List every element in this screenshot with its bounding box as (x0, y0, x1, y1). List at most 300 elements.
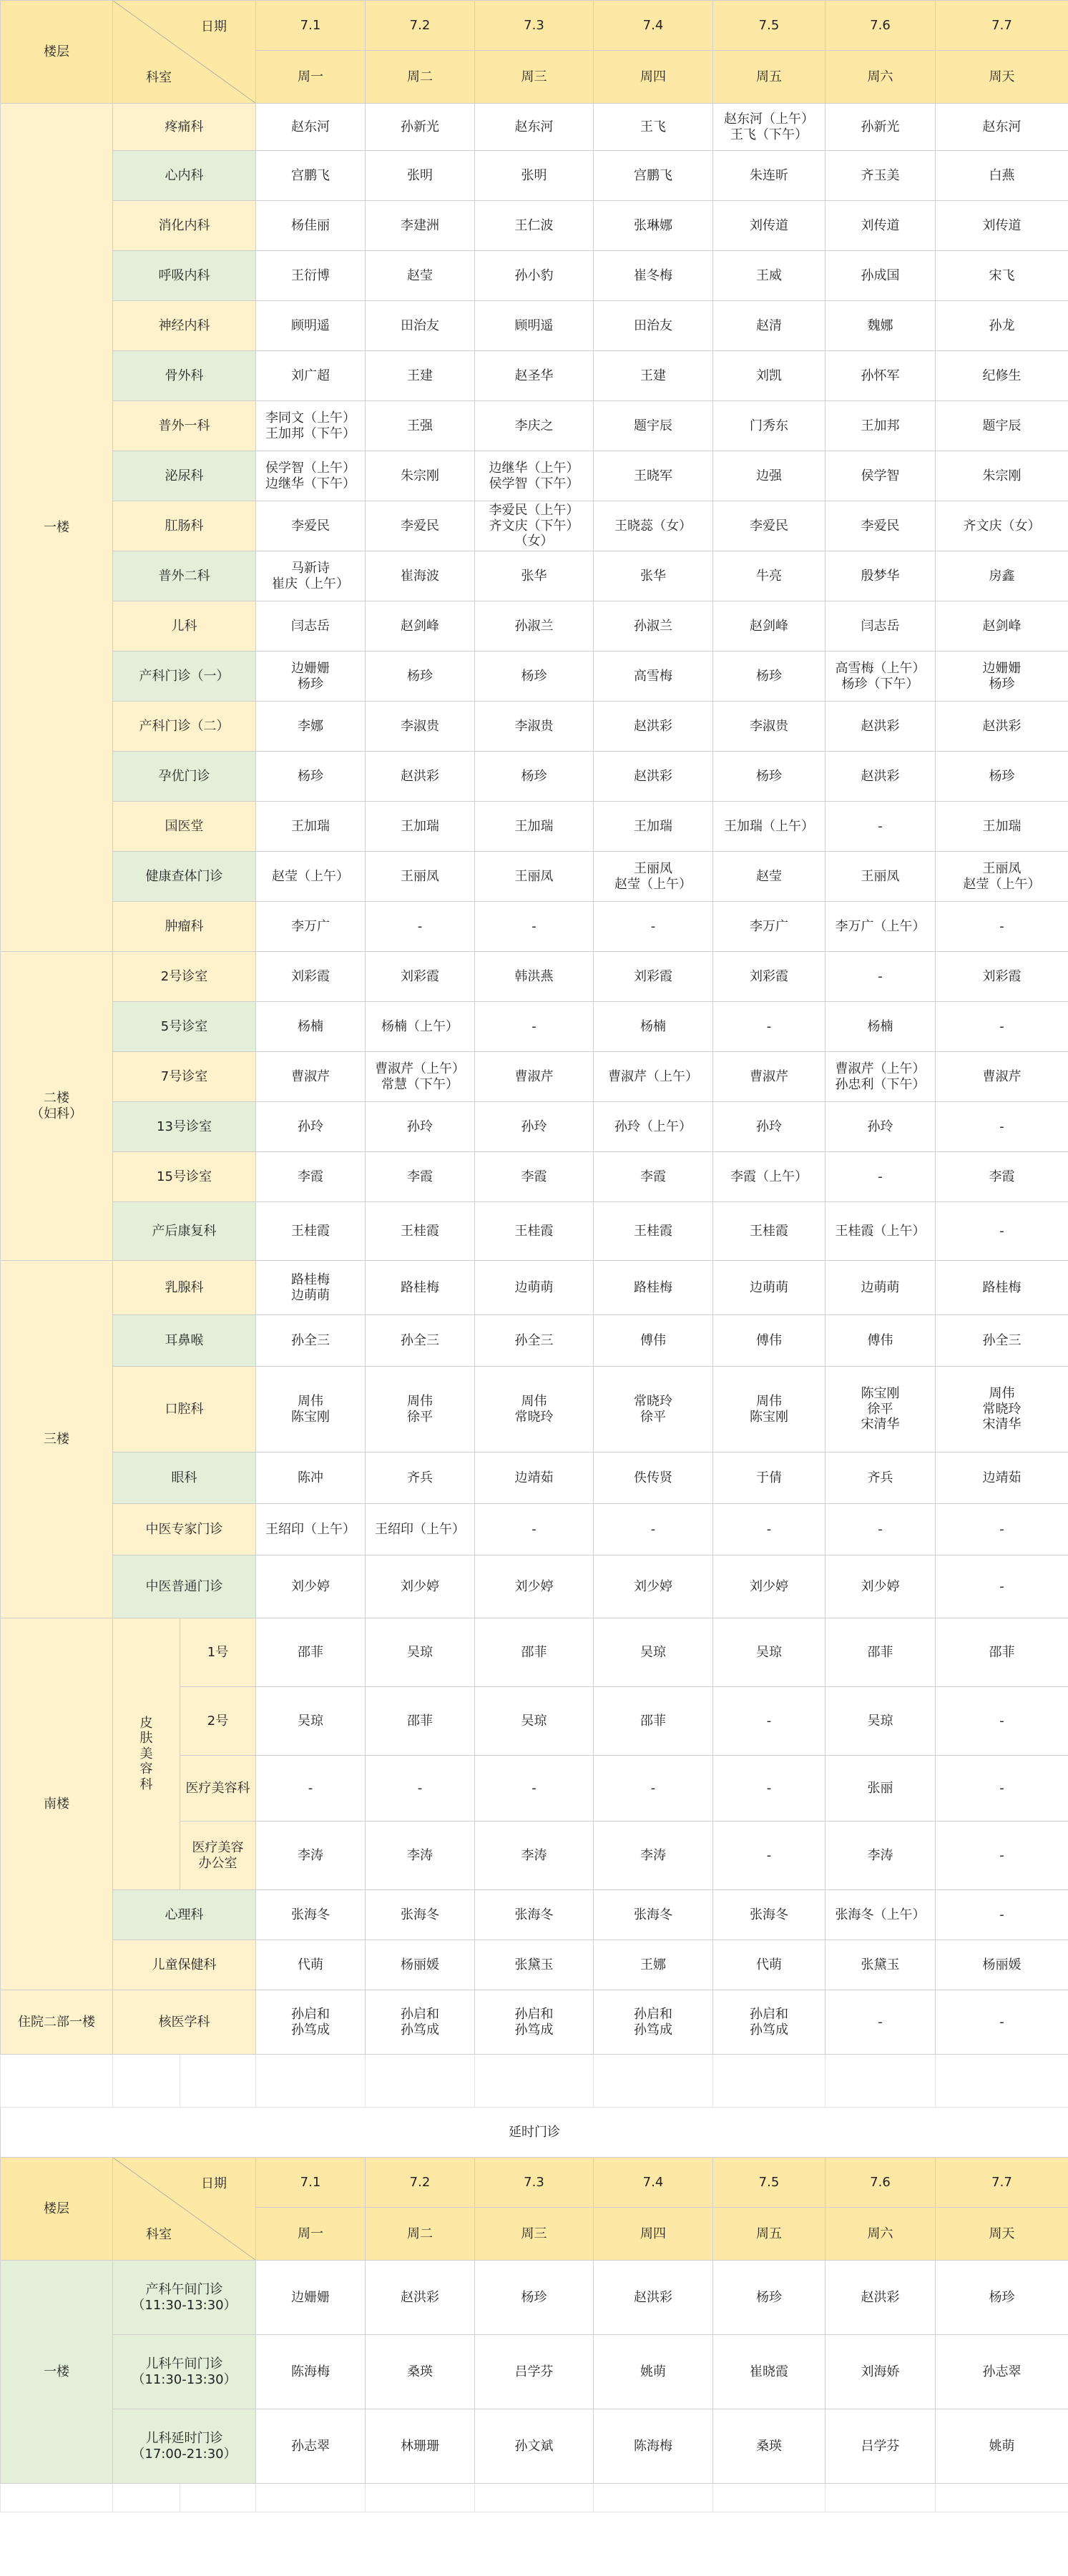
table-row (1, 451, 1068, 501)
schedule-cell: 赵洪彩 (366, 2261, 475, 2335)
schedule-cell: 宫鹏飞 (256, 151, 366, 201)
schedule-cell: 陈海梅 (256, 2335, 366, 2409)
schedule-cell: 吴琼 (826, 1687, 936, 1756)
sub-department-group: 皮 肤 美 容 科 (113, 1618, 180, 1890)
schedule-cell: 高雪梅 (594, 652, 713, 702)
schedule-cell: 张海冬 (594, 1890, 713, 1940)
schedule-cell: - (475, 1504, 594, 1555)
schedule-cell: 李爱民 (256, 501, 366, 551)
table-row (1, 551, 1068, 601)
schedule-cell: 杨楠（上午） (366, 1002, 475, 1052)
schedule-cell: 闫志岳 (826, 601, 936, 652)
header-weekday: 周天 (936, 51, 1068, 104)
schedule-cell: - (366, 1756, 475, 1822)
schedule-cell: 杨珍 (256, 752, 366, 802)
table-row (1, 401, 1068, 451)
schedule-cell: 殷梦华 (826, 551, 936, 601)
table-row (1, 2335, 1068, 2409)
table-row (1, 151, 1068, 201)
header-weekday: 周五 (713, 51, 826, 104)
empty-cell (475, 2055, 594, 2108)
schedule-cell: 高雪梅（上午） 杨珍（下午） (826, 652, 936, 702)
schedule-cell: 刘海娇 (826, 2335, 936, 2409)
schedule-cell: 赵洪彩 (594, 752, 713, 802)
schedule-cell: 田治友 (366, 301, 475, 351)
schedule-cell: 李霞（上午） (713, 1152, 826, 1202)
schedule-cell: - (594, 902, 713, 952)
schedule-cell: 韩洪燕 (475, 952, 594, 1002)
header-weekday: 周四 (594, 2208, 713, 2261)
schedule-cell: 吴琼 (256, 1687, 366, 1756)
schedule-cell: 刘少婷 (256, 1555, 366, 1618)
schedule-cell: 崔海波 (366, 551, 475, 601)
schedule-cell: 王威 (713, 251, 826, 301)
table-row (1, 104, 1068, 151)
header-floor: 楼层 (1, 1, 113, 104)
schedule-cell: 佚传贤 (594, 1452, 713, 1504)
schedule-cell: 曹淑芹（上午） 常慧（下午） (366, 1052, 475, 1102)
schedule-cell: 门秀东 (713, 401, 826, 451)
schedule-cell: - (475, 902, 594, 952)
schedule-cell: 赵莹（上午） (256, 852, 366, 902)
schedule-cell: 边强 (713, 451, 826, 501)
table-row (1, 1002, 1068, 1052)
schedule-cell: 杨楠 (594, 1002, 713, 1052)
schedule-cell: 王桂霞 (366, 1202, 475, 1261)
schedule-cell: 崔晓霞 (713, 2335, 826, 2409)
schedule-cell: 边靖茹 (475, 1452, 594, 1504)
empty-cell (366, 2055, 475, 2108)
table-row (1, 952, 1068, 1002)
header-date: 7.1 (256, 2158, 366, 2208)
schedule-cell: 刘彩霞 (594, 952, 713, 1002)
schedule-cell: 杨珍 (936, 2261, 1068, 2335)
schedule-cell: 王丽凤 (826, 852, 936, 902)
schedule-cell: 刘少婷 (475, 1555, 594, 1618)
schedule-cell: 赵洪彩 (594, 2261, 713, 2335)
schedule-cell: 曹淑芹 (256, 1052, 366, 1102)
schedule-cell: 张琳娜 (594, 201, 713, 251)
schedule-cell: 宫鹏飞 (594, 151, 713, 201)
schedule-cell: 李爱民 (366, 501, 475, 551)
schedule-cell: 朱连昕 (713, 151, 826, 201)
header-diagonal (113, 1, 256, 104)
schedule-cell: 陈冲 (256, 1452, 366, 1504)
schedule-cell: 齐兵 (826, 1452, 936, 1504)
schedule-cell: 代萌 (256, 1940, 366, 1990)
schedule-cell: 孙全三 (366, 1315, 475, 1367)
schedule-cell: 王丽凤 赵莹（上午） (936, 852, 1068, 902)
schedule-cell: 王衍博 (256, 251, 366, 301)
department-label: 产科午间门诊 （11:30-13:30） (113, 2261, 256, 2335)
schedule-cell: 刘少婷 (826, 1555, 936, 1618)
header-row-dates (1, 2158, 1068, 2208)
schedule-cell: 吴琼 (475, 1687, 594, 1756)
department-label: 儿童保健科 (113, 1940, 256, 1990)
schedule-cell: 李涛 (594, 1822, 713, 1890)
table-row (1, 1504, 1068, 1555)
schedule-cell: 吴琼 (366, 1618, 475, 1687)
schedule-cell: - (936, 1102, 1068, 1152)
schedule-cell: 吕学芬 (826, 2409, 936, 2484)
table-row (1, 1990, 1068, 2055)
table-row (1, 1261, 1068, 1315)
schedule-cell: 李涛 (256, 1822, 366, 1890)
schedule-cell: 曹淑芹 (713, 1052, 826, 1102)
schedule-cell: 赵东河（上午） 王飞（下午） (713, 104, 826, 151)
schedule-cell: 赵洪彩 (826, 752, 936, 802)
schedule-cell: 刘凯 (713, 351, 826, 401)
schedule-cell: 孙新光 (826, 104, 936, 151)
header-date: 7.2 (366, 1, 475, 51)
schedule-cell: 张丽 (826, 1756, 936, 1822)
schedule-cell: 李建洲 (366, 201, 475, 251)
schedule-cell: 刘广超 (256, 351, 366, 401)
department-label: 普外一科 (113, 401, 256, 451)
floor-label: 一楼 (1, 104, 113, 952)
schedule-cell: 周伟 陈宝刚 (713, 1367, 826, 1452)
schedule-cell: - (936, 1990, 1068, 2055)
schedule-cell: 王加瑞 (366, 802, 475, 852)
schedule-cell: 孙志翠 (936, 2335, 1068, 2409)
header-date: 7.2 (366, 2158, 475, 2208)
schedule-cell: 王桂霞 (713, 1202, 826, 1261)
department-label: 儿科延时门诊 （17:00-21:30） (113, 2409, 256, 2484)
schedule-cell: 孙玲 (256, 1102, 366, 1152)
floor-label: 三楼 (1, 1261, 113, 1618)
empty-cell (1, 2484, 113, 2512)
header-date-label: 日期 (201, 19, 227, 34)
schedule-cell: 曹淑芹（上午） (594, 1052, 713, 1102)
schedule-cell: - (256, 1756, 366, 1822)
empty-cell (826, 2484, 936, 2512)
schedule-cell: 赵剑峰 (366, 601, 475, 652)
schedule-cell: 王桂霞 (475, 1202, 594, 1261)
schedule-cell: 刘少婷 (594, 1555, 713, 1618)
schedule-cell: 边姗姗 杨珍 (256, 652, 366, 702)
schedule-cell: - (713, 1002, 826, 1052)
table-row (1, 1202, 1068, 1261)
department-label: 肿瘤科 (113, 902, 256, 952)
schedule-cell: 边姗姗 (256, 2261, 366, 2335)
floor-label: 二楼 （妇科） (1, 952, 113, 1261)
schedule-cell: 朱宗刚 (936, 451, 1068, 501)
schedule-cell: 白燕 (936, 151, 1068, 201)
schedule-cell: 边姗姗 杨珍 (936, 652, 1068, 702)
header-date: 7.6 (826, 1, 936, 51)
schedule-cell: 赵莹 (366, 251, 475, 301)
schedule-cell: 侯学智 (826, 451, 936, 501)
schedule-cell: 孙全三 (256, 1315, 366, 1367)
department-label: 产科门诊（二） (113, 702, 256, 752)
schedule-cell: 杨佳丽 (256, 201, 366, 251)
schedule-cell: - (366, 902, 475, 952)
schedule-cell: - (594, 1756, 713, 1822)
schedule-cell: 杨珍 (475, 752, 594, 802)
schedule-cell: 李涛 (366, 1822, 475, 1890)
empty-cell (366, 2484, 475, 2512)
schedule-cell: 牛亮 (713, 551, 826, 601)
table-row (1, 1618, 1068, 1687)
schedule-cell: 李霞 (366, 1152, 475, 1202)
schedule-cell: 王绍印（上午） (366, 1504, 475, 1555)
schedule-cell: 王飞 (594, 104, 713, 151)
table-row (1, 1052, 1068, 1102)
schedule-cell: 邵菲 (366, 1687, 475, 1756)
schedule-cell: 刘传道 (826, 201, 936, 251)
schedule-cell: 魏娜 (826, 301, 936, 351)
empty-cell (1, 2055, 113, 2108)
department-label: 耳鼻喉 (113, 1315, 256, 1367)
schedule-cell: 李淑贵 (366, 702, 475, 752)
schedule-cell: - (713, 1504, 826, 1555)
schedule-cell: 赵清 (713, 301, 826, 351)
department-label: 国医堂 (113, 802, 256, 852)
schedule-cell: 路桂梅 (936, 1261, 1068, 1315)
schedule-cell: 杨丽媛 (936, 1940, 1068, 1990)
schedule-cell: - (936, 1687, 1068, 1756)
schedule-cell: 傅伟 (594, 1315, 713, 1367)
schedule-cell: 孙启和 孙笃成 (713, 1990, 826, 2055)
schedule-cell: 赵圣华 (475, 351, 594, 401)
schedule-cell: 王丽凤 赵莹（上午） (594, 852, 713, 902)
schedule-cell: 题宇辰 (936, 401, 1068, 451)
schedule-cell: 邵菲 (936, 1618, 1068, 1687)
schedule-cell: 王丽凤 (475, 852, 594, 902)
schedule-cell: 边靖茹 (936, 1452, 1068, 1504)
floor-label: 一楼 (1, 2261, 113, 2484)
schedule-cell: 孙怀军 (826, 351, 936, 401)
schedule-cell: 张海冬（上午） (826, 1890, 936, 1940)
table-row (1, 852, 1068, 902)
header-date: 7.4 (594, 1, 713, 51)
schedule-cell: 李爱民 (713, 501, 826, 551)
schedule-cell: 李涛 (475, 1822, 594, 1890)
schedule-cell: 赵东河 (256, 104, 366, 151)
department-label: 孕优门诊 (113, 752, 256, 802)
schedule-cell: 杨珍 (366, 652, 475, 702)
table-row (1, 1890, 1068, 1940)
spacer-row (1, 2055, 1068, 2108)
schedule-cell: 傅伟 (713, 1315, 826, 1367)
department-label: 核医学科 (113, 1990, 256, 2055)
schedule-cell: 常晓玲 徐平 (594, 1367, 713, 1452)
schedule-cell: 孙启和 孙笃成 (256, 1990, 366, 2055)
department-label: 神经内科 (113, 301, 256, 351)
schedule-cell: 张海冬 (366, 1890, 475, 1940)
table-row (1, 251, 1068, 301)
schedule-cell: 王强 (366, 401, 475, 451)
empty-cell (713, 2484, 826, 2512)
schedule-cell: 路桂梅 (594, 1261, 713, 1315)
header-date: 7.3 (475, 1, 594, 51)
department-label: 口腔科 (113, 1367, 256, 1452)
schedule-cell: 李涛 (826, 1822, 936, 1890)
schedule-cell: 赵剑峰 (936, 601, 1068, 652)
schedule-cell: 崔冬梅 (594, 251, 713, 301)
schedule-cell: 吴琼 (594, 1618, 713, 1687)
schedule-cell: 孙玲（上午） (594, 1102, 713, 1152)
schedule-cell: 孙新光 (366, 104, 475, 151)
schedule-cell: - (936, 1002, 1068, 1052)
schedule-cell: 齐文庆（女） (936, 501, 1068, 551)
schedule-cell: 朱宗刚 (366, 451, 475, 501)
schedule-cell: - (713, 1687, 826, 1756)
schedule-cell: - (826, 1990, 936, 2055)
header-weekday: 周一 (256, 51, 366, 104)
table-row (1, 601, 1068, 652)
schedule-cell: 孙玲 (826, 1102, 936, 1152)
schedule-cell: 杨丽媛 (366, 1940, 475, 1990)
department-label: 普外二科 (113, 551, 256, 601)
schedule-cell: 田治友 (594, 301, 713, 351)
header-weekday: 周天 (936, 2208, 1068, 2261)
schedule-cell: - (826, 1504, 936, 1555)
schedule-cell: 桑瑛 (366, 2335, 475, 2409)
schedule-cell: 王绍印（上午） (256, 1504, 366, 1555)
schedule-cell: 刘彩霞 (936, 952, 1068, 1002)
table-row (1, 301, 1068, 351)
department-label: 心内科 (113, 151, 256, 201)
schedule-cell: 王桂霞 (256, 1202, 366, 1261)
schedule-cell: 赵剑峰 (713, 601, 826, 652)
schedule-cell: 李万广 (256, 902, 366, 952)
schedule-cell: 边萌萌 (713, 1261, 826, 1315)
department-label: 泌尿科 (113, 451, 256, 501)
empty-cell (826, 2055, 936, 2108)
schedule-cell: 王加邦 (826, 401, 936, 451)
schedule-cell: 陈宝刚 徐平 宋清华 (826, 1367, 936, 1452)
schedule-cell: - (936, 1822, 1068, 1890)
schedule-cell: 周伟 常晓玲 (475, 1367, 594, 1452)
header-row-dates (1, 1, 1068, 51)
schedule-cell: 李爱民（上午） 齐文庆（下午） （女） (475, 501, 594, 551)
schedule-cell: 吕学芬 (475, 2335, 594, 2409)
schedule-cell: - (936, 1202, 1068, 1261)
schedule-cell: 王桂霞（上午） (826, 1202, 936, 1261)
empty-cell (936, 2055, 1068, 2108)
schedule-cell: 周伟 徐平 (366, 1367, 475, 1452)
schedule-cell: 曹淑芹 (936, 1052, 1068, 1102)
schedule-cell: 刘传道 (713, 201, 826, 251)
schedule-cell: 赵洪彩 (936, 702, 1068, 752)
schedule-cell: 王仁波 (475, 201, 594, 251)
department-label: 眼科 (113, 1452, 256, 1504)
table-row (1, 1315, 1068, 1367)
schedule-cell: 王建 (594, 351, 713, 401)
schedule-cell: - (936, 1756, 1068, 1822)
table-row (1, 802, 1068, 852)
schedule-cell: - (826, 1152, 936, 1202)
table-row (1, 1367, 1068, 1452)
department-label: 骨外科 (113, 351, 256, 401)
schedule-cell: 杨珍 (713, 2261, 826, 2335)
department-label: 健康查体门诊 (113, 852, 256, 902)
empty-cell (475, 2484, 594, 2512)
schedule-cell: 刘传道 (936, 201, 1068, 251)
department-label: 15号诊室 (113, 1152, 256, 1202)
table-row (1, 1152, 1068, 1202)
table-row (1, 2409, 1068, 2484)
schedule-cell: 孙志翠 (256, 2409, 366, 2484)
header-weekday: 周一 (256, 2208, 366, 2261)
department-label: 医疗美容科 (180, 1756, 256, 1822)
schedule-cell: 杨楠 (826, 1002, 936, 1052)
schedule-cell: 齐玉美 (826, 151, 936, 201)
header-weekday: 周六 (826, 2208, 936, 2261)
department-label: 1号 (180, 1618, 256, 1687)
department-label: 13号诊室 (113, 1102, 256, 1152)
schedule-cell: 王加瑞 (594, 802, 713, 852)
schedule-cell: 张华 (594, 551, 713, 601)
empty-cell (256, 2484, 366, 2512)
department-label: 肛肠科 (113, 501, 256, 551)
schedule-cell: 李霞 (936, 1152, 1068, 1202)
schedule-cell: 傅伟 (826, 1315, 936, 1367)
schedule-cell: 孙淑兰 (594, 601, 713, 652)
empty-cell (113, 2055, 180, 2108)
department-label: 儿科 (113, 601, 256, 652)
schedule-cell: 赵东河 (936, 104, 1068, 151)
header-date-label: 日期 (201, 2176, 227, 2191)
schedule-cell: 刘彩霞 (713, 952, 826, 1002)
schedule-cell: 周伟 陈宝刚 (256, 1367, 366, 1452)
schedule-cell: 孙启和 孙笃成 (475, 1990, 594, 2055)
schedule-cell: - (713, 1756, 826, 1822)
table-row (1, 501, 1068, 551)
schedule-cell: 边萌萌 (475, 1261, 594, 1315)
schedule-cell: 王丽凤 (366, 852, 475, 902)
schedule-cell: 林珊珊 (366, 2409, 475, 2484)
header-date: 7.7 (936, 1, 1068, 51)
empty-cell (256, 2055, 366, 2108)
schedule-cell: 于倩 (713, 1452, 826, 1504)
schedule-cell: 房鑫 (936, 551, 1068, 601)
department-label: 产后康复科 (113, 1202, 256, 1261)
schedule-cell: - (936, 902, 1068, 952)
empty-cell (180, 2484, 256, 2512)
schedule-cell: 赵洪彩 (826, 702, 936, 752)
schedule-cell: 李淑贵 (713, 702, 826, 752)
schedule-cell: 顾明遥 (256, 301, 366, 351)
schedule-cell: 李同文（上午） 王加邦（下午） (256, 401, 366, 451)
schedule-cell: - (936, 1504, 1068, 1555)
header-dept-label: 科室 (146, 2227, 172, 2243)
schedule-cell: - (475, 1002, 594, 1052)
schedule-cell: 姚萌 (936, 2409, 1068, 2484)
floor-label: 住院二部一楼 (1, 1990, 113, 2055)
schedule-cell: - (475, 1756, 594, 1822)
department-label: 2号诊室 (113, 952, 256, 1002)
schedule-cell: - (826, 802, 936, 852)
schedule-cell: 张华 (475, 551, 594, 601)
schedule-cell: - (713, 1822, 826, 1890)
schedule-cell: - (826, 952, 936, 1002)
schedule-cell: 纪修生 (936, 351, 1068, 401)
schedule-cell: 吴琼 (713, 1618, 826, 1687)
schedule-cell: 马新诗 崔庆（上午） (256, 551, 366, 601)
schedule-cell: 张海冬 (256, 1890, 366, 1940)
table-row (1, 2261, 1068, 2335)
header-date: 7.7 (936, 2158, 1068, 2208)
schedule-cell: 张明 (366, 151, 475, 201)
extended-title: 延时门诊 (1, 2108, 1068, 2158)
schedule-cell: 王加瑞（上午） (713, 802, 826, 852)
schedule-cell: 李霞 (594, 1152, 713, 1202)
department-label: 7号诊室 (113, 1052, 256, 1102)
empty-cell (594, 2055, 713, 2108)
header-date: 7.6 (826, 2158, 936, 2208)
